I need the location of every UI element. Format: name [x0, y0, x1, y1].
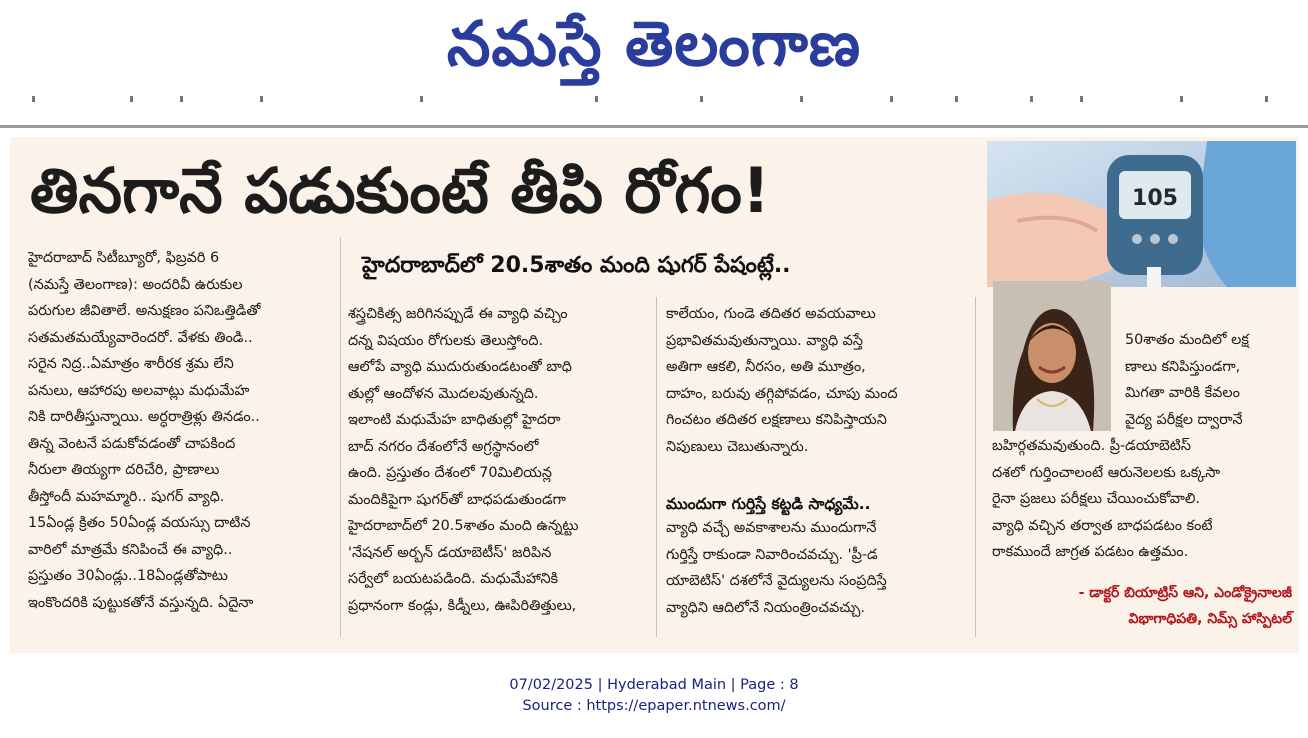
text-line: తీస్తోందీ మహమ్మారి.. షుగర్ వ్యాధి.	[28, 488, 225, 505]
text-line: గుర్తిస్తే రాకుండా నివారించవచ్చు. 'ప్రీ-డ	[666, 546, 878, 563]
column-divider	[975, 297, 976, 637]
text-line: మందికిపైగా షుగర్‌తో బాధపడుతుండగా	[348, 491, 566, 508]
masthead	[0, 0, 1308, 128]
text-line: రాకముందే జాగ్రత పడటం ఉత్తమం.	[992, 544, 1189, 560]
text-line: పరుగుల జీవితాలే. అనుక్షణం పనిఒత్తిడితో	[28, 303, 261, 319]
text-line: ఉంది. ప్రస్తుతం దేశంలో 70మిలియన్ల	[348, 465, 552, 481]
text-line: అతిగా ఆకలి, నీరసం, అతి మూత్రం,	[666, 359, 866, 375]
text-line: ప్రభావితమవుతున్నాయి. వ్యాధి వస్తే	[666, 332, 864, 349]
text-line: గించటం తదితర లక్షణాలు కనిపిస్తాయని	[666, 412, 887, 428]
doctor-portrait-photo	[993, 281, 1111, 431]
text-line: 50శాతం మందిలో లక్ష	[1125, 332, 1249, 348]
text-line: దన్న విషయం రోగులకు తెలుస్తోంది.	[348, 332, 544, 349]
text-line: నిపుణులు చెబుతున్నారు.	[666, 438, 809, 455]
text-line: వైద్య పరీక్షల ద్వారానే	[1125, 411, 1243, 428]
text-line: దాహం, బరువు తగ్గిపోవడం, చూపు మంద	[666, 385, 898, 402]
article-clipping	[10, 137, 1299, 653]
column-4-bottom	[992, 433, 1294, 566]
text-line: హైదరాబాద్ సిటీబ్యూరో, ఫిబ్రవరి 6	[28, 250, 220, 266]
text-line: రైనా ప్రజలు పరీక్షలు చేయించుకోవాలి.	[992, 491, 1201, 507]
text-line: వ్యాధి వచ్చే అవకాశాలను ముందుగానే	[666, 520, 877, 536]
text-line: పనులు, ఆహారపు అలవాట్లు మధుమేహ	[28, 382, 250, 399]
glucose-meter-photo	[987, 141, 1296, 287]
column-1	[28, 245, 328, 616]
text-line: ప్రస్తుతం 30ఏండ్లు..18ఏండ్లతోపాటు	[28, 568, 228, 584]
text-line: మిగతా వారికి కేవలం	[1125, 385, 1240, 401]
text-line: ప్రధానంగా కండ్లు, కిడ్నీలు, ఊపిరితిత్తులు,	[348, 597, 577, 614]
column-3	[666, 301, 966, 460]
text-line: తిన్న వెంటనే పడుకోవడంతో చాపకింద	[28, 435, 236, 452]
text-line: వ్యాధి వచ్చిన తర్వాత బాధపడటం కంటే	[992, 517, 1213, 534]
text-line: 'నేషనల్ అర్బన్ డయాబెటీస్' జరిపిన	[348, 544, 552, 561]
text-line: ఇలాంటి మధుమేహ బాధితుల్లో హైదరా	[348, 412, 561, 428]
page-footer	[0, 675, 1308, 717]
masthead-tick-row	[20, 96, 1290, 104]
text-line: ఇంకొందరికి పుట్టుకతోనే వస్తున్నది. ఏదైనా	[28, 594, 254, 611]
newspaper-logo: నమస్తే తెలంగాణ	[446, 7, 862, 80]
text-line: బాద్ నగరం దేశంలోనే అగ్రస్థానంలో	[348, 438, 539, 455]
column-divider	[656, 297, 657, 637]
text-line: వారిలో మాత్రమే కనిపించే ఈ వ్యాధి..	[28, 541, 233, 558]
text-line: కాలేయం, గుండె తదితర అవయవాలు	[666, 306, 876, 322]
text-line: (నమస్తే తెలంగాణ): అందరివీ ఉరుకుల	[28, 276, 243, 293]
text-line: తుల్లో ఆందోళన మొదలవుతున్నది.	[348, 385, 539, 402]
text-line: సర్వేలో బయటపడింది. మధుమేహానికి	[348, 571, 559, 587]
article-subhead-2: ముందుగా గుర్తిస్తే కట్టడి సాధ్యమే..	[666, 495, 871, 513]
text-line: శస్త్రచికిత్స జరిగినప్పుడే ఈ వ్యాధి వచ్చిం	[348, 306, 568, 322]
text-line: నికి దారితీస్తున్నాయి. అర్ధరాత్రిళ్లు తినడం..	[28, 409, 260, 425]
edition-info: 07/02/2025 | Hyderabad Main | Page : 8	[509, 677, 799, 693]
text-line: వ్యాధిని ఆదిలోనే నియంత్రించవచ్చు.	[666, 599, 865, 616]
byline-name: - డాక్టర్ బియాట్రిస్ ఆని, ఎండోక్రైనాలజీ	[1078, 585, 1292, 601]
text-line: యాబెటిస్' దశలోనే వైద్యులను సంప్రదిస్తే	[666, 573, 887, 589]
article-headline: తినగానే పడుకుంటే తీపి రోగం!	[30, 154, 771, 227]
column-3-continued	[666, 515, 966, 621]
meter-reading: 105	[1132, 186, 1178, 211]
text-line: సతమతమయ్యేవారెందరో. వేళకు తిండి..	[28, 329, 253, 346]
text-line: ణాలు కనిపిస్తుండగా,	[1125, 358, 1241, 375]
expert-byline	[1042, 580, 1292, 632]
source-link[interactable]: Source : https://epaper.ntnews.com/	[522, 698, 786, 714]
text-line: హైదరాబాద్‌లో 20.5శాతం మంది ఉన్నట్టు	[348, 518, 579, 534]
column-4-top	[1125, 327, 1295, 433]
column-2	[348, 301, 648, 619]
text-line: ఆలోపే వ్యాధి ముదురుతుండటంతో బాధి	[348, 359, 572, 375]
text-line: సరైన నిద్ర..ఏమాత్రం శారీరక శ్రమ లేని	[28, 356, 234, 372]
text-line: 15ఏండ్ల క్రితం 50ఏండ్ల వయస్సు దాటిన	[28, 515, 251, 531]
text-line: నీరులా తియ్యగా దరిచేరి, ప్రాణాలు	[28, 462, 220, 478]
column-divider	[340, 237, 341, 637]
text-line: బహిర్గతమవుతుంది. ప్రీ-డయాబెటిస్	[992, 438, 1191, 454]
text-line: దశలో గుర్తించాలంటే ఆరునెలలకు ఒక్కసా	[992, 464, 1221, 481]
byline-role: విభాగాధిపతి, నిమ్స్ హాస్పిటల్	[1128, 611, 1292, 627]
article-subhead: హైదరాబాద్‌లో 20.5శాతం మంది షుగర్ పేషంట్లే..	[362, 253, 791, 278]
masthead-rule	[0, 125, 1308, 128]
